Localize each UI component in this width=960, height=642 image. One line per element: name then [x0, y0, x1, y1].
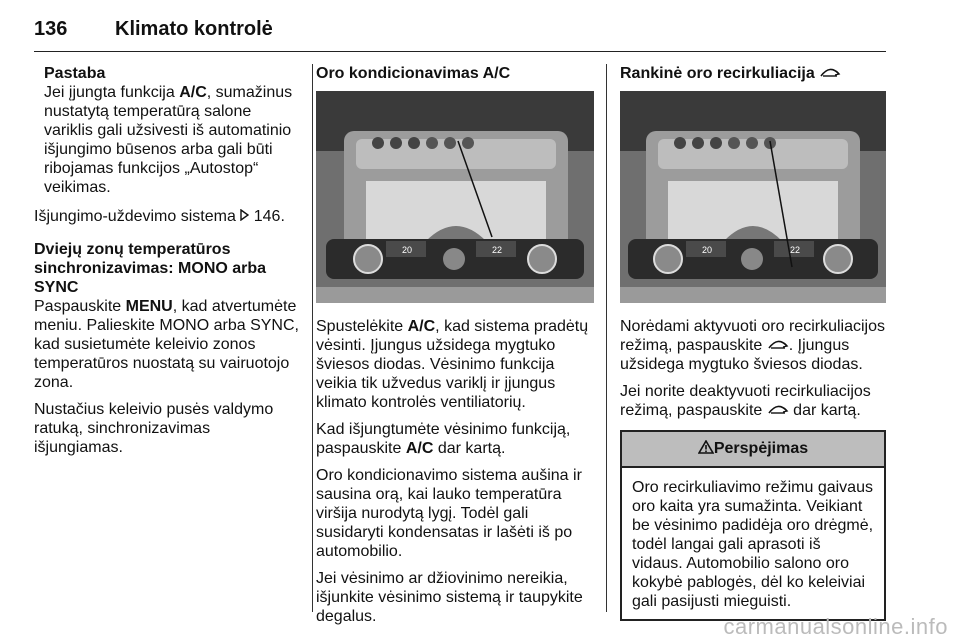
warning-title: Perspėjimas: [713, 440, 809, 457]
warning-triangle-icon: [698, 440, 714, 457]
note-title: Pastaba: [44, 65, 106, 82]
warning-body: Oro recirkuliavimo režimu gaivaus oro kaita yra sumažinta. Veikiant be vėsinimo padidėja oro drėgmė, todėl langai gali aprasoti iš vidaus. Automobilio salono oro kokybė pablogės, dėl ko keleiviai gali pasijusti mieguisti.: [632, 479, 874, 610]
column-middle: [316, 64, 594, 634]
temp-display-left: 20: [402, 245, 413, 255]
section-heading: Oro kondicionavimas A/C: [316, 65, 511, 82]
note-text: Jei įjungta funkcija A/C, sumažinus nustatytą temperatūrą salone variklis gali užsivesti iš automatinio išjungimo būsenos arba gali būti ribojamas funkcijos „Autostop“ veikimas.: [44, 84, 293, 196]
section-heading: Dviejų zonų temperatūros sinchronizavimas: MONO arba SYNC: [34, 241, 267, 296]
paragraph: Oro kondicionavimo sistema aušina ir sausina orą, kai lauko temperatūra viršija nurodytą lygį. Todėl gali susidaryti kondensatas ir lašėti iš po automobilio.: [316, 467, 582, 560]
watermark: carmanualsonline.info: [723, 614, 948, 639]
warning-header: [622, 432, 884, 468]
cross-reference: Išjungimo-uždevimo sistema 146.: [34, 208, 285, 225]
climate-panel-photo: [620, 91, 886, 303]
section-heading: Rankinė oro recirkuliacija: [620, 64, 886, 83]
recirculation-icon: [767, 337, 789, 354]
paragraph: Jei norite deaktyvuoti recirkuliacijos režimą, paspauskite dar kartą.: [620, 383, 871, 419]
climate-panel-photo: [316, 91, 594, 303]
page-header: [34, 14, 886, 52]
temp-display-right: 22: [790, 245, 801, 255]
temp-display-left: 20: [702, 245, 713, 255]
warning-box: [620, 430, 886, 621]
paragraph: Nustačius keleivio pusės valdymo ratuką, sinchronizavimas išjungiamas.: [34, 401, 274, 456]
column-left: [34, 64, 302, 465]
paragraph: Paspauskite MENU, kad atvertumėte meniu. Palieskite MONO arba SYNC, kad susietumėte keleivio zonos temperatūros nuostatą su vairuotojo zona.: [34, 298, 299, 391]
paragraph: Spustelėkite A/C, kad sistema pradėtų vėsinti. Įjungus užsidega mygtuko šviesos diodas. Vėsinimo funkcija veikia tik užvedus variklį ir įjungus klimato kontrolės ventiliatorių.: [316, 318, 589, 411]
recirculation-icon: [767, 402, 789, 419]
recirculation-icon: [819, 65, 841, 82]
temp-display-right: 22: [492, 245, 503, 255]
column-divider: [606, 64, 607, 612]
paragraph: Jei vėsinimo ar džiovinimo nereikia, išjunkite vėsinimo sistemą ir taupykite degalus.: [316, 570, 583, 625]
paragraph: Kad išjungtumėte vėsinimo funkciją, paspauskite A/C dar kartą.: [316, 421, 571, 457]
page-title: Klimato kontrolė: [115, 18, 273, 40]
paragraph: Norėdami aktyvuoti oro recirkuliacijos režimą, paspauskite . Įjungus užsidega mygtuko šviesos diodas.: [620, 318, 885, 373]
column-divider: [312, 64, 313, 612]
page-number: 136: [34, 18, 68, 40]
note-block: [34, 64, 302, 197]
page-reference-icon: [240, 208, 249, 225]
column-right: [620, 64, 886, 621]
